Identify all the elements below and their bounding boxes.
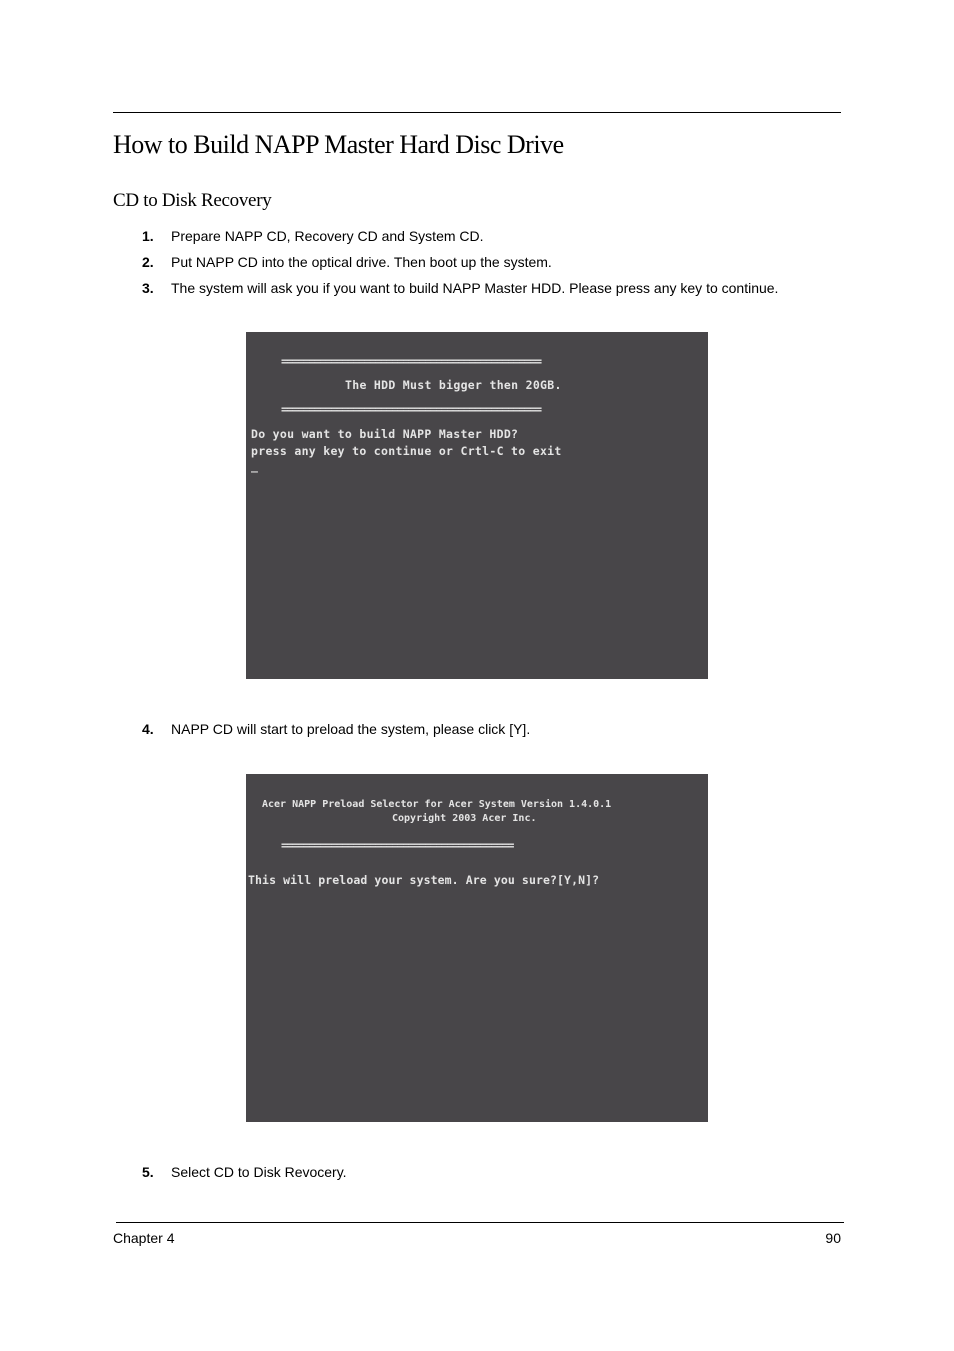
footer-page-number: 90 — [825, 1230, 841, 1246]
separator-line: =============================================== — [281, 354, 541, 368]
step-text: Prepare NAPP CD, Recovery CD and System CD. — [171, 228, 484, 244]
selector-title: Acer NAPP Preload Selector for Acer System Version 1.4.0.1 — [262, 799, 612, 810]
step-text: The system will ask you if you want to build NAPP Master HDD. Please press any key to continue. — [171, 280, 779, 296]
section-title: CD to Disk Recovery — [113, 190, 272, 211]
header-rule — [113, 112, 841, 113]
copyright-line: Copyright 2003 Acer Inc. — [392, 813, 537, 824]
step-number: 1. — [142, 228, 154, 244]
preload-question: This will preload your system. Are you sure?[Y,N]? — [248, 873, 600, 887]
footer-rule — [116, 1222, 844, 1223]
screenshot-hdd-warning — [246, 332, 708, 679]
step-text: Select CD to Disk Revocery. — [171, 1164, 347, 1180]
screenshot-preload-selector — [246, 774, 708, 1122]
build-prompt: Do you want to build NAPP Master HDD? — [251, 427, 519, 441]
hdd-size-message: The HDD Must bigger then 20GB. — [345, 378, 562, 392]
cursor: _ — [251, 459, 259, 473]
footer-chapter: Chapter 4 — [113, 1230, 175, 1246]
separator-line: ========================================== — [281, 838, 513, 852]
page-title: How to Build NAPP Master Hard Disc Drive — [113, 130, 564, 159]
step-text: NAPP CD will start to preload the system, please click [Y]. — [171, 721, 531, 737]
step-number: 2. — [142, 254, 154, 270]
continue-instruction: press any key to continue or Crtl-C to exit — [251, 444, 562, 458]
step-text: Put NAPP CD into the optical drive. Then boot up the system. — [171, 254, 552, 270]
separator-line: =============================================== — [281, 402, 541, 416]
step-number: 4. — [142, 721, 154, 737]
step-number: 3. — [142, 280, 154, 296]
step-number: 5. — [142, 1164, 154, 1180]
